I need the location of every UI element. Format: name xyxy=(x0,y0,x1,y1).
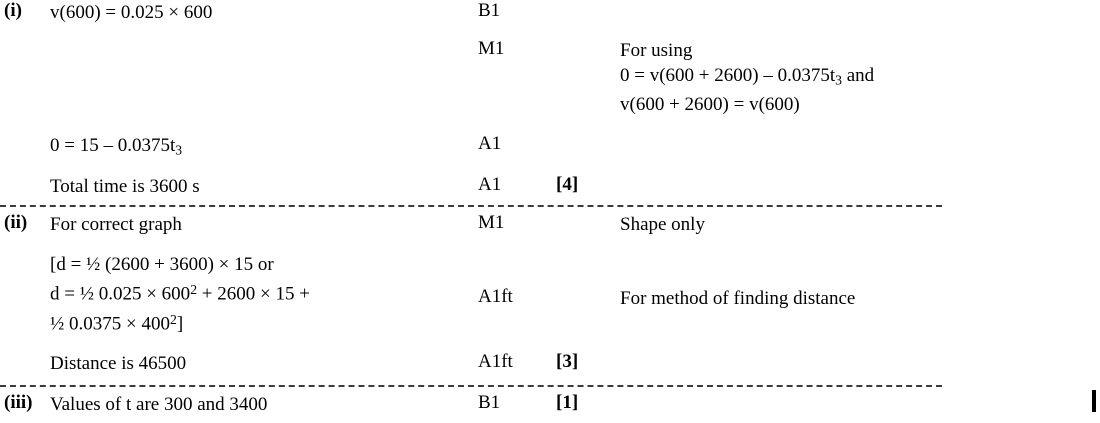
working-text xyxy=(50,133,470,162)
mark-code: A1 xyxy=(478,174,502,195)
row-divider xyxy=(0,385,942,387)
comment-line: For using xyxy=(620,40,693,61)
working-line: For correct graph xyxy=(50,214,182,235)
working-text xyxy=(50,252,470,336)
marks-total: [3] xyxy=(556,351,579,372)
mark-code: B1 xyxy=(478,392,501,413)
mark-code: M1 xyxy=(478,212,505,233)
working-text xyxy=(50,174,470,199)
comment-line: $0 = v(600 + 2600) - 0.0375t_3$ and xyxy=(620,65,875,88)
comment-line: For method of finding distance xyxy=(620,288,856,309)
working-line: d = ½ $0.025 \times 600^2 + 2600 \times 15$ + xyxy=(50,282,310,305)
part-label: (ii) xyxy=(4,212,28,233)
working-line: Distance is 46500 xyxy=(50,353,187,374)
comment-text xyxy=(620,212,1090,237)
row-divider xyxy=(0,205,942,207)
mark-code: M1 xyxy=(478,38,505,59)
mark-code: B1 xyxy=(478,0,501,21)
comment-text xyxy=(620,286,1090,311)
comment-line: Shape only xyxy=(620,214,705,235)
working-line: Total time is 3600 s xyxy=(50,176,200,197)
working-text xyxy=(50,212,470,237)
mark-code: A1 xyxy=(478,133,502,154)
working-line: [d = ½ (2600 + 3600) × 15 or xyxy=(50,254,274,275)
working-line: v(600) = 0.025 × 600 xyxy=(50,2,213,23)
comment-text xyxy=(620,38,1090,117)
working-text xyxy=(50,351,470,376)
marks-total: [4] xyxy=(556,174,579,195)
comment-line: v(600 + 2600) = v(600) xyxy=(620,94,800,116)
part-label: (i) xyxy=(4,0,22,21)
working-text xyxy=(50,0,470,25)
page-edge-mark xyxy=(1092,390,1096,412)
working-line: ½ $0.0375 \times 400^2$] xyxy=(50,311,184,335)
part-label: (iii) xyxy=(4,392,33,413)
mark-code: A1ft xyxy=(478,286,513,307)
working-line: $0 = 15 - 0.0375t_3$ xyxy=(50,135,183,158)
working-line: Values of t are 300 and 3400 xyxy=(50,394,268,415)
working-text xyxy=(50,392,470,417)
mark-code: A1ft xyxy=(478,351,513,372)
marks-total: [1] xyxy=(556,392,579,413)
